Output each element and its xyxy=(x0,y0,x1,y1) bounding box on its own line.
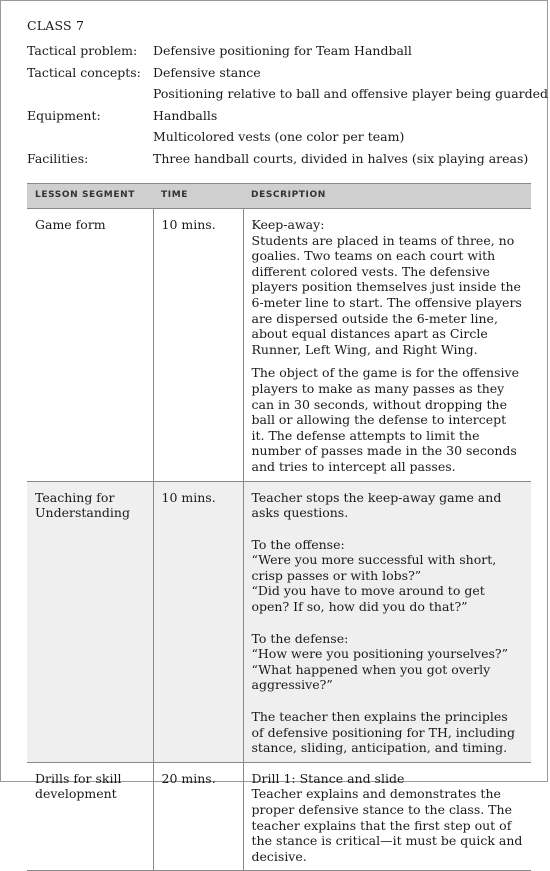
description-text xyxy=(252,217,524,357)
description-intro: Teacher stops the keep-away game and asks questions. xyxy=(251,489,502,521)
header-time: TIME xyxy=(153,184,243,209)
description-paragraph: Teacher explains and demonstrates the proper defensive stance to the class. The teacher explains that the first step out of the stance is critical—it must be quick and decisive. xyxy=(251,786,523,864)
description-heading: Keep-away: xyxy=(251,217,325,232)
meta-value: Three handball courts, divided in halves (six playing areas) xyxy=(153,151,529,166)
meta-label: Equipment: xyxy=(27,108,101,123)
defense-question: “What happened when you got overly aggressive?” xyxy=(251,661,491,693)
defense-label: To the defense: xyxy=(251,630,349,646)
description-cell xyxy=(243,209,531,482)
description-paragraph: Students are placed in teams of three, no goalies. Two teams on each court with different colored vests. The defensive players position themselves just inside the 6-meter line to start. The offensive players are dispersed outside the 6-meter line, about equal distances apart as Circle Runner, Left Wing, and Right Wing. xyxy=(251,232,522,357)
description-paragraph: The object of the game is for the offensive players to make as many passes as they can in 30 seconds, without dropping the ball or allowing the defense to intercept it. The defense attempts to limit the number of passes made in the 30 seconds and tries to intercept all passes. xyxy=(251,365,519,474)
lesson-table xyxy=(27,183,531,871)
offense-question: “Were you more successful with short, crisp passes or with lobs?” xyxy=(251,552,497,583)
header-lesson-segment: LESSON SEGMENT xyxy=(27,184,153,209)
segment-cell: Game form xyxy=(27,209,153,482)
description-cell xyxy=(243,481,531,762)
offense-question: “Did you have to move around to get open? If so, how did you do that?” xyxy=(251,583,485,615)
meta-value: Multicolored vests (one color per team) xyxy=(153,129,405,144)
meta-label: Tactical problem: xyxy=(27,43,138,58)
class-title: CLASS 7 xyxy=(27,18,85,33)
time-cell: 10 mins. xyxy=(153,481,243,762)
meta-label: Facilities: xyxy=(27,151,89,166)
description-text xyxy=(252,771,524,865)
time-cell: 20 mins. xyxy=(153,762,243,871)
table-row xyxy=(27,481,531,762)
defense-question: “How were you positioning yourselves?” xyxy=(251,646,508,662)
meta-value: Handballs xyxy=(153,108,218,123)
header-description: DESCRIPTION xyxy=(243,184,531,209)
meta-label: Tactical concepts: xyxy=(27,65,141,80)
time-cell: 10 mins. xyxy=(153,209,243,482)
table-header-row xyxy=(27,184,531,209)
meta-value: Positioning relative to ball and offensive player being guarded xyxy=(153,86,549,101)
description-heading: Drill 1: Stance and slide xyxy=(251,770,405,786)
segment-cell: Teaching for Understanding xyxy=(27,481,153,762)
closing-text: The teacher then explains the principles of defensive positioning for TH, including stance, sliding, anticipation, and timing. xyxy=(251,709,515,756)
offense-label: To the offense: xyxy=(251,536,345,552)
description-cell xyxy=(243,762,531,871)
offense-questions xyxy=(252,537,524,615)
segment-cell: Drills for skill development xyxy=(27,762,153,871)
table-row xyxy=(27,762,531,871)
table-row xyxy=(27,209,531,482)
defense-questions xyxy=(252,631,524,693)
meta-value: Defensive stance xyxy=(153,65,261,80)
meta-value: Defensive positioning for Team Handball xyxy=(153,43,412,58)
